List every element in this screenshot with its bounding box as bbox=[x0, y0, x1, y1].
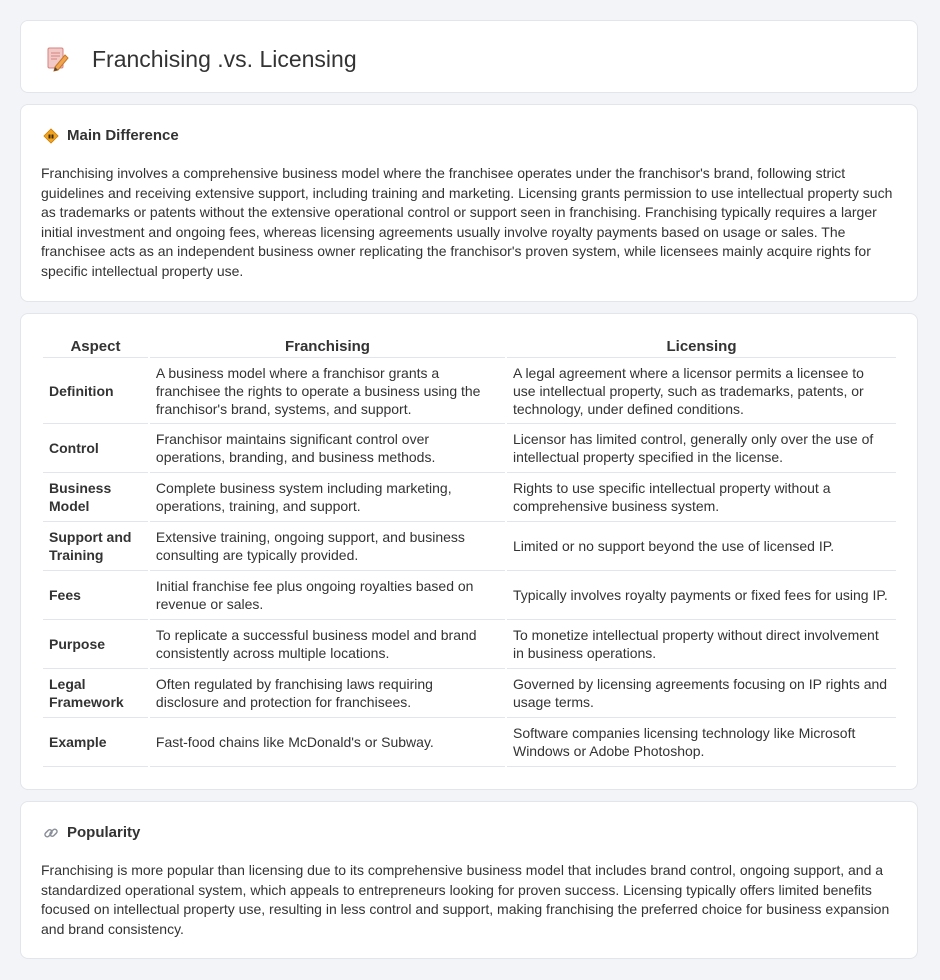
aspect-cell: Business Model bbox=[43, 473, 148, 522]
table-row bbox=[43, 522, 896, 571]
popularity-text: Franchising is more popular than licensing due to its comprehensive business model that includes brand control, ongoing support, and a standardized operational system, which appeals to entrepreneurs looking for proven success. Licensing typically offers limited benefits focused on intellectual property use, resulting in less control and support, making franchising the preferred choice for business expansion and brand consistency. bbox=[41, 862, 890, 937]
table-row bbox=[43, 669, 896, 718]
licensing-cell: Licensor has limited control, generally only over the use of intellectual property specified in the license. bbox=[507, 424, 896, 473]
franchising-cell: Fast-food chains like McDonald's or Subway. bbox=[150, 718, 505, 767]
main-difference-heading bbox=[43, 127, 179, 144]
aspect-cell: Legal Framework bbox=[43, 669, 148, 718]
licensing-cell: Typically involves royalty payments or fixed fees for using IP. bbox=[507, 571, 896, 620]
franchising-cell: Franchisor maintains significant control over operations, branding, and business methods. bbox=[150, 424, 505, 473]
franchising-cell: A business model where a franchisor grants a franchisee the rights to operate a business using the franchisor's brand, systems, and support. bbox=[150, 358, 505, 424]
franchising-cell: Extensive training, ongoing support, and business consulting are typically provided. bbox=[150, 522, 505, 571]
popularity-card bbox=[20, 801, 918, 959]
licensing-cell: A legal agreement where a licensor permits a licensee to use intellectual property, such as trademarks, patents, or technology, under defined conditions. bbox=[507, 358, 896, 424]
licensing-cell: Governed by licensing agreements focusing on IP rights and usage terms. bbox=[507, 669, 896, 718]
table-row bbox=[43, 358, 896, 424]
header-franchising: Franchising bbox=[150, 333, 505, 358]
comparison-card bbox=[20, 313, 918, 790]
table-row bbox=[43, 424, 896, 473]
aspect-cell: Control bbox=[43, 424, 148, 473]
comparison-table bbox=[41, 333, 898, 767]
aspect-cell: Definition bbox=[43, 358, 148, 424]
popularity-title: Popularity bbox=[67, 824, 141, 841]
table-row bbox=[43, 473, 896, 522]
document-pencil-icon bbox=[43, 45, 71, 73]
popularity-heading bbox=[43, 824, 140, 841]
link-icon bbox=[43, 825, 59, 841]
main-difference-text: Franchising involves a comprehensive business model where the franchisee operates under the franchisor's brand, following strict guidelines and receiving extensive support, including training and marketing. Licensing grants permission to use intellectual property such as trademarks or patents without the extensive operational control or support seen in franchising. Franchising typically requires a larger initial investment and ongoing fees, whereas licensing agreements usually involve royalty payments based on usage or sales. The franchisee acts as an independent business owner replicating the franchisor's proven system, while licensees mainly acquire rights for specific intellectual property use. bbox=[41, 165, 893, 279]
aspect-cell: Example bbox=[43, 718, 148, 767]
franchising-cell: To replicate a successful business model and brand consistently across multiple locations. bbox=[150, 620, 505, 669]
table-row bbox=[43, 571, 896, 620]
diamond-sign-icon bbox=[43, 128, 59, 144]
table-row bbox=[43, 620, 896, 669]
main-difference-card bbox=[20, 104, 918, 302]
licensing-cell: Limited or no support beyond the use of licensed IP. bbox=[507, 522, 896, 571]
table-header-row bbox=[43, 333, 896, 358]
licensing-cell: To monetize intellectual property without direct involvement in business operations. bbox=[507, 620, 896, 669]
aspect-cell: Support and Training bbox=[43, 522, 148, 571]
licensing-cell: Software companies licensing technology like Microsoft Windows or Adobe Photoshop. bbox=[507, 718, 896, 767]
main-difference-title: Main Difference bbox=[67, 127, 179, 144]
aspect-cell: Fees bbox=[43, 571, 148, 620]
franchising-cell: Often regulated by franchising laws requiring disclosure and protection for franchisees. bbox=[150, 669, 505, 718]
header-licensing: Licensing bbox=[507, 333, 896, 358]
franchising-cell: Initial franchise fee plus ongoing royalties based on revenue or sales. bbox=[150, 571, 505, 620]
licensing-cell: Rights to use specific intellectual property without a comprehensive business system. bbox=[507, 473, 896, 522]
table-row bbox=[43, 718, 896, 767]
header-aspect: Aspect bbox=[43, 333, 148, 358]
title-card bbox=[20, 20, 918, 93]
franchising-cell: Complete business system including marketing, operations, training, and support. bbox=[150, 473, 505, 522]
aspect-cell: Purpose bbox=[43, 620, 148, 669]
page-title: Franchising .vs. Licensing bbox=[92, 46, 357, 72]
